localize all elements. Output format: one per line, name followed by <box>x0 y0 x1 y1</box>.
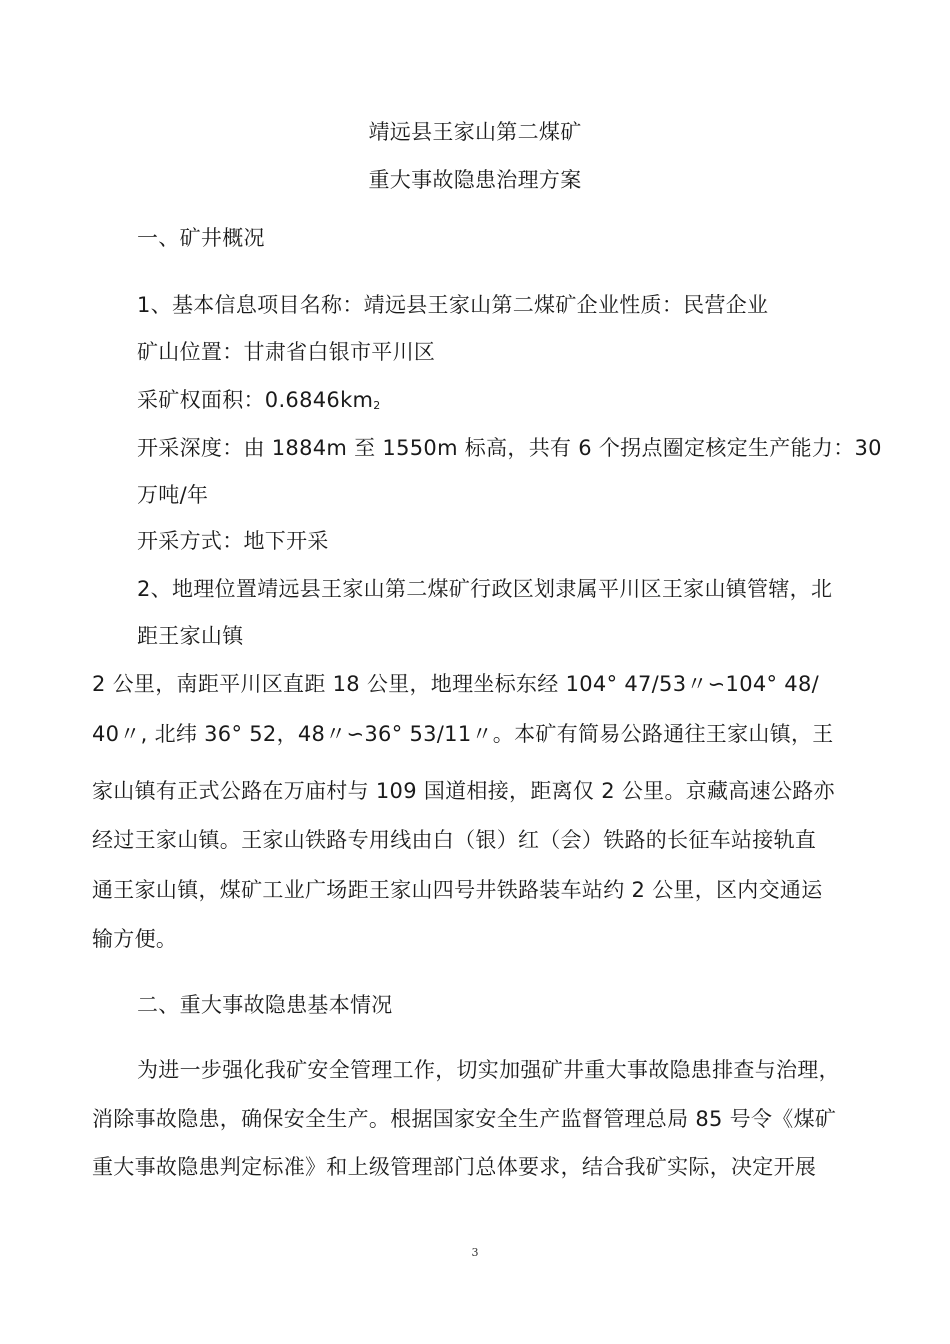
geo-line4: 经过王家山镇。王家山铁路专用线由白（银）红（会）铁路的长征车站接轨直 <box>92 828 817 852</box>
item2-line1: 2、地理位置靖远县王家山第二煤矿行政区划隶属平川区王家山镇管辖，北 <box>137 577 833 601</box>
page-number: 3 <box>471 1246 479 1259</box>
mine-location: 矿山位置：甘肃省白银市平川区 <box>137 340 436 364</box>
mining-area-unit-sub: 2 <box>373 399 381 412</box>
geo-line6: 输方便。 <box>92 927 178 951</box>
geo-line2: 40〃, 北纬 36° 52，48〃∽36° 53/11〃。本矿有简易公路通往王家山镇，王 <box>92 722 834 746</box>
section2-heading: 二、重大事故隐患基本情况 <box>137 993 393 1017</box>
mining-area-text: 采矿权面积：0.6846km <box>137 388 374 412</box>
item2-line2: 距王家山镇 <box>137 624 244 648</box>
mining-method: 开采方式：地下开采 <box>137 529 329 553</box>
mining-depth-line1: 开采深度：由 1884m 至 1550m 标高，共有 6 个拐点圈定核定生产能力：30 <box>137 436 882 460</box>
document-title-line1: 靖远县王家山第二煤矿 <box>368 120 582 144</box>
geo-line5: 通王家山镇，煤矿工业广场距王家山四号井铁路装车站约 2 公里，区内交通运 <box>92 878 823 902</box>
item1-basic-info: 1、基本信息项目名称：靖远县王家山第二煤矿企业性质：民营企业 <box>137 293 769 317</box>
geo-line1: 2 公里，南距平川区直距 18 公里，地理坐标东经 104° 47/53〃∽104° 48/ <box>92 672 820 696</box>
document-title-line2: 重大事故隐患治理方案 <box>368 168 582 192</box>
paragraph-line1: 为进一步强化我矿安全管理工作，切实加强矿井重大事故隐患排查与治理， <box>137 1058 840 1082</box>
section1-heading: 一、矿井概况 <box>137 226 265 250</box>
mining-depth-line2: 万吨/年 <box>137 483 209 507</box>
mining-area <box>137 386 381 420</box>
geo-line3: 家山镇有正式公路在万庙村与 109 国道相接，距离仅 2 公里。京藏高速公路亦 <box>92 779 835 803</box>
paragraph-line2: 消除事故隐患，确保安全生产。根据国家安全生产监督管理总局 85 号令《煤矿 <box>92 1107 837 1131</box>
paragraph-line3: 重大事故隐患判定标准》和上级管理部门总体要求，结合我矿实际，决定开展 <box>92 1155 817 1179</box>
